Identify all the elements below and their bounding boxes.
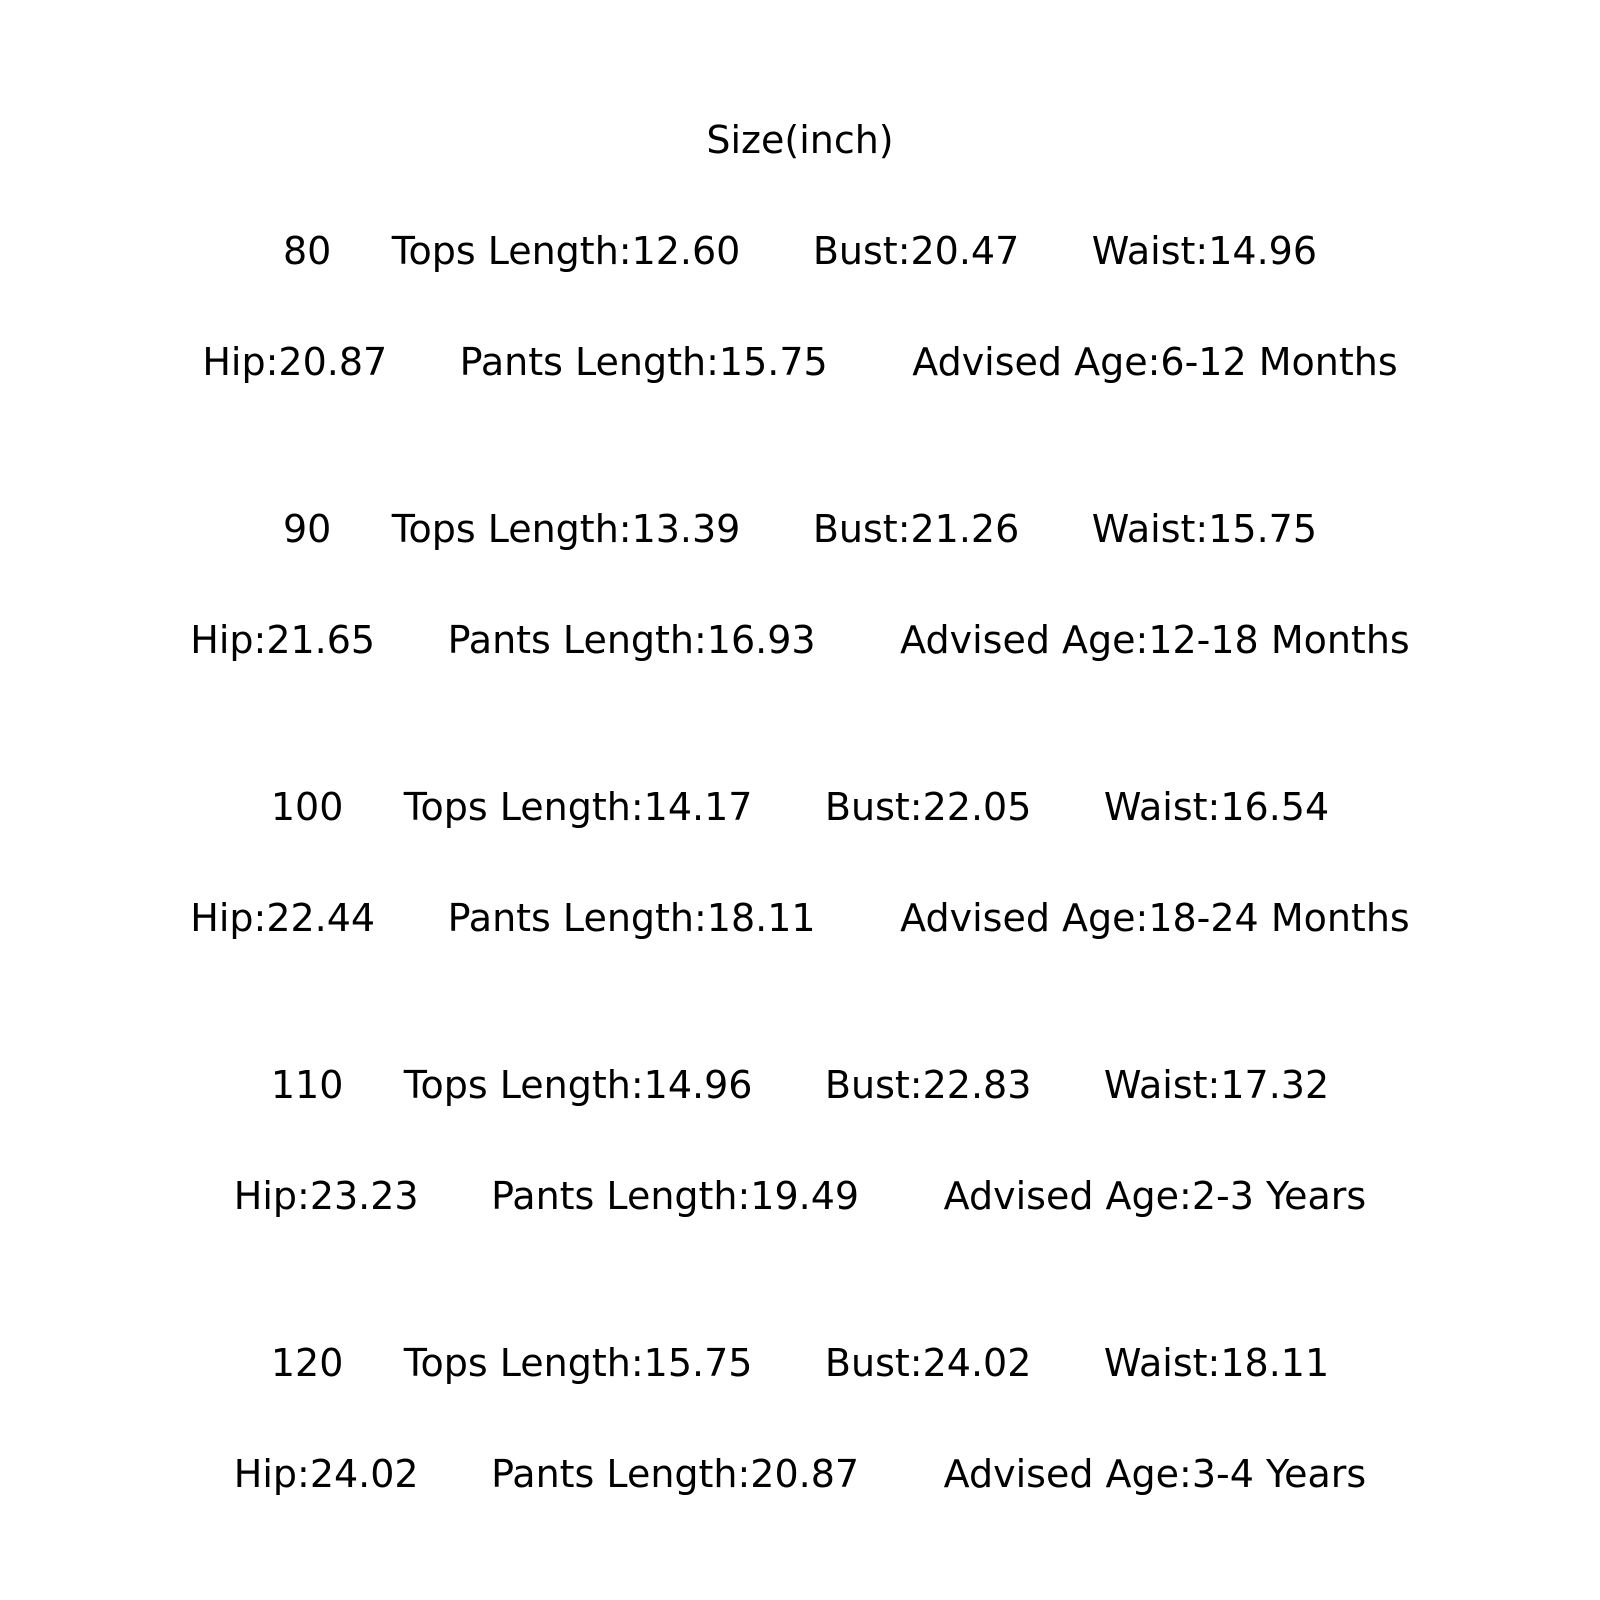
size-100-line-1: 100 Tops Length:14.17 Bust:22.05 Waist:16.54 (270, 785, 1330, 829)
size-80-line-1: 80 Tops Length:12.60 Bust:20.47 Waist:14.96 (282, 229, 1318, 273)
size-90-line-1: 90 Tops Length:13.39 Bust:21.26 Waist:15.75 (282, 507, 1318, 551)
size-90-line-2: Hip:21.65 Pants Length:16.93 Advised Age:12-18 Months (190, 618, 1410, 662)
size-110-line-1: 110 Tops Length:14.96 Bust:22.83 Waist:17.32 (270, 1063, 1330, 1107)
size-110-line-2: Hip:23.23 Pants Length:19.49 Advised Age:2-3 Years (233, 1174, 1367, 1218)
size-80-line-2: Hip:20.87 Pants Length:15.75 Advised Age:6-12 Months (202, 340, 1398, 384)
size-chart-title: Size(inch) (706, 118, 894, 162)
size-120-line-1: 120 Tops Length:15.75 Bust:24.02 Waist:18.11 (270, 1341, 1330, 1385)
size-100-line-2: Hip:22.44 Pants Length:18.11 Advised Age:18-24 Months (190, 896, 1410, 940)
size-120-line-2: Hip:24.02 Pants Length:20.87 Advised Age:3-4 Years (233, 1452, 1367, 1496)
